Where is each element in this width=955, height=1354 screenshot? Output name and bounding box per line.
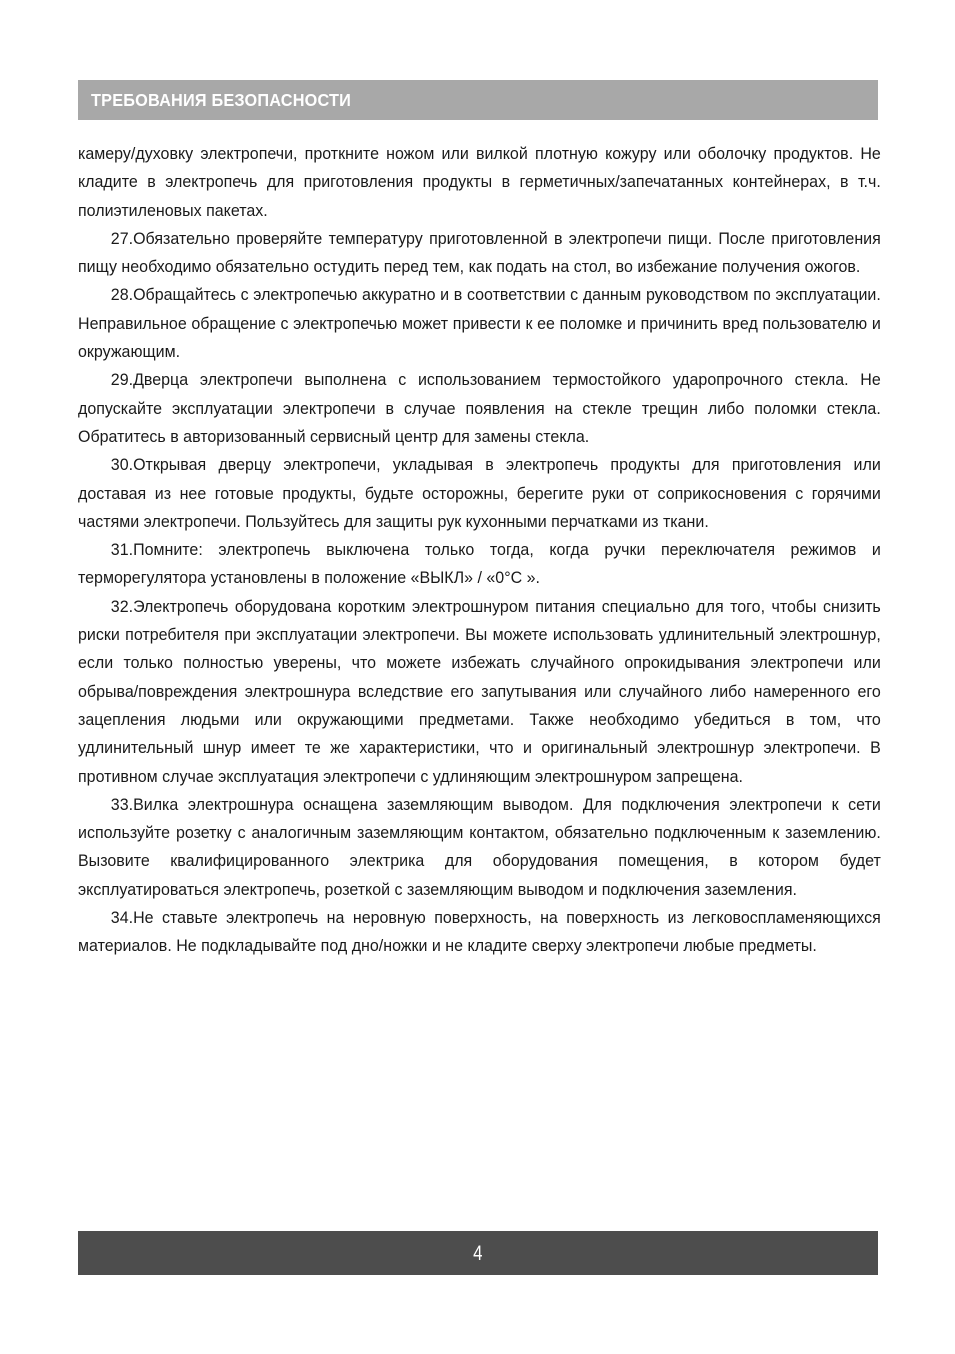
paragraph-30: 30.Открывая дверцу электропечи, укладывая в электропечь продукты для приготовления или доставая из нее готовые продукты, будьте осторожны, берегите руки от соприкосновения с горячими частями электропечи. Пользуйтесь для защиты рук кухонными перчатками из ткани.	[78, 455, 881, 531]
paragraph-27: 27.Обязательно проверяйте температуру приготовленной в электропечи пищи. После приготовления пищу необходимо обязательно остудить перед тем, как подать на стол, во избежание получения ожогов.	[78, 228, 881, 277]
paragraph-33: 33.Вилка электрошнура оснащена заземляющим выводом. Для подключения электропечи к сети используйте розетку с аналогичным заземляющим контактом, обязательно подключенным к заземлению. Вызовите квалифицированного электрика для оборудования помещения, в котором будет эксплуатироваться электропечь, розеткой с заземляющим выводом и подключения заземления.	[78, 794, 881, 899]
document-body	[78, 140, 881, 961]
paragraph-31: 31.Помните: электропечь выключена только тогда, когда ручки переключателя режимов и терморегулятора установлены в положение «ВЫКЛ» / «0°C ».	[78, 540, 881, 588]
paragraph-29: 29.Дверца электропечи выполнена с использованием термостойкого ударопрочного стекла. Не допускайте эксплуатации электропечи в случае появления на стекле трещин либо поломки стекла. Обратитесь в авторизованный сервисный центр для замены стекла.	[78, 370, 881, 446]
section-header-title: ТРЕБОВАНИЯ БЕЗОПАСНОСТИ	[91, 89, 352, 110]
page-number: 4	[473, 1241, 483, 1265]
paragraph-28: 28.Обращайтесь с электропечью аккуратно и в соответствии с данным руководством по эксплуатации. Неправильное обращение с электропечью может привести к ее поломке и причинить вред пользователю и окружающим.	[78, 285, 881, 362]
footer-band	[78, 1231, 878, 1275]
paragraph-continuation: камеру/духовку электропечи, проткните ножом или вилкой плотную кожуру или оболочку продуктов. Не кладите в электропечь для приготовления продукты в герметичных/запечатанных контейнерах, в т.ч. полиэтиленовых пакетах.	[78, 144, 881, 220]
paragraph-34: 34.Не ставьте электропечь на неровную поверхность, на поверхность из легковоспламеняющихся материалов. Не подкладывайте под дно/ножки и не кладите сверху электропечи любые предметы.	[78, 908, 881, 956]
section-header-band	[78, 80, 878, 120]
paragraph-32: 32.Электропечь оборудована коротким электрошнуром питания специально для того, чтобы снизить риски потребителя при эксплуатации электропечи. Вы можете использовать удлинительный электрошнур, если только полностью уверены, что можете избежать случайного опрокидывания электропечи или обрыва/повреждения электрошнура вследствие его запутывания или случайного либо намеренного его зацепления людьми или окружающими предметами. Также необходимо убедиться в том, что удлинительный шнур имеет те же характеристики, что и оригинальный электрошнур электропечи. В противном случае эксплуатация электропечи с удлиняющим электрошнуром запрещена.	[78, 596, 881, 786]
